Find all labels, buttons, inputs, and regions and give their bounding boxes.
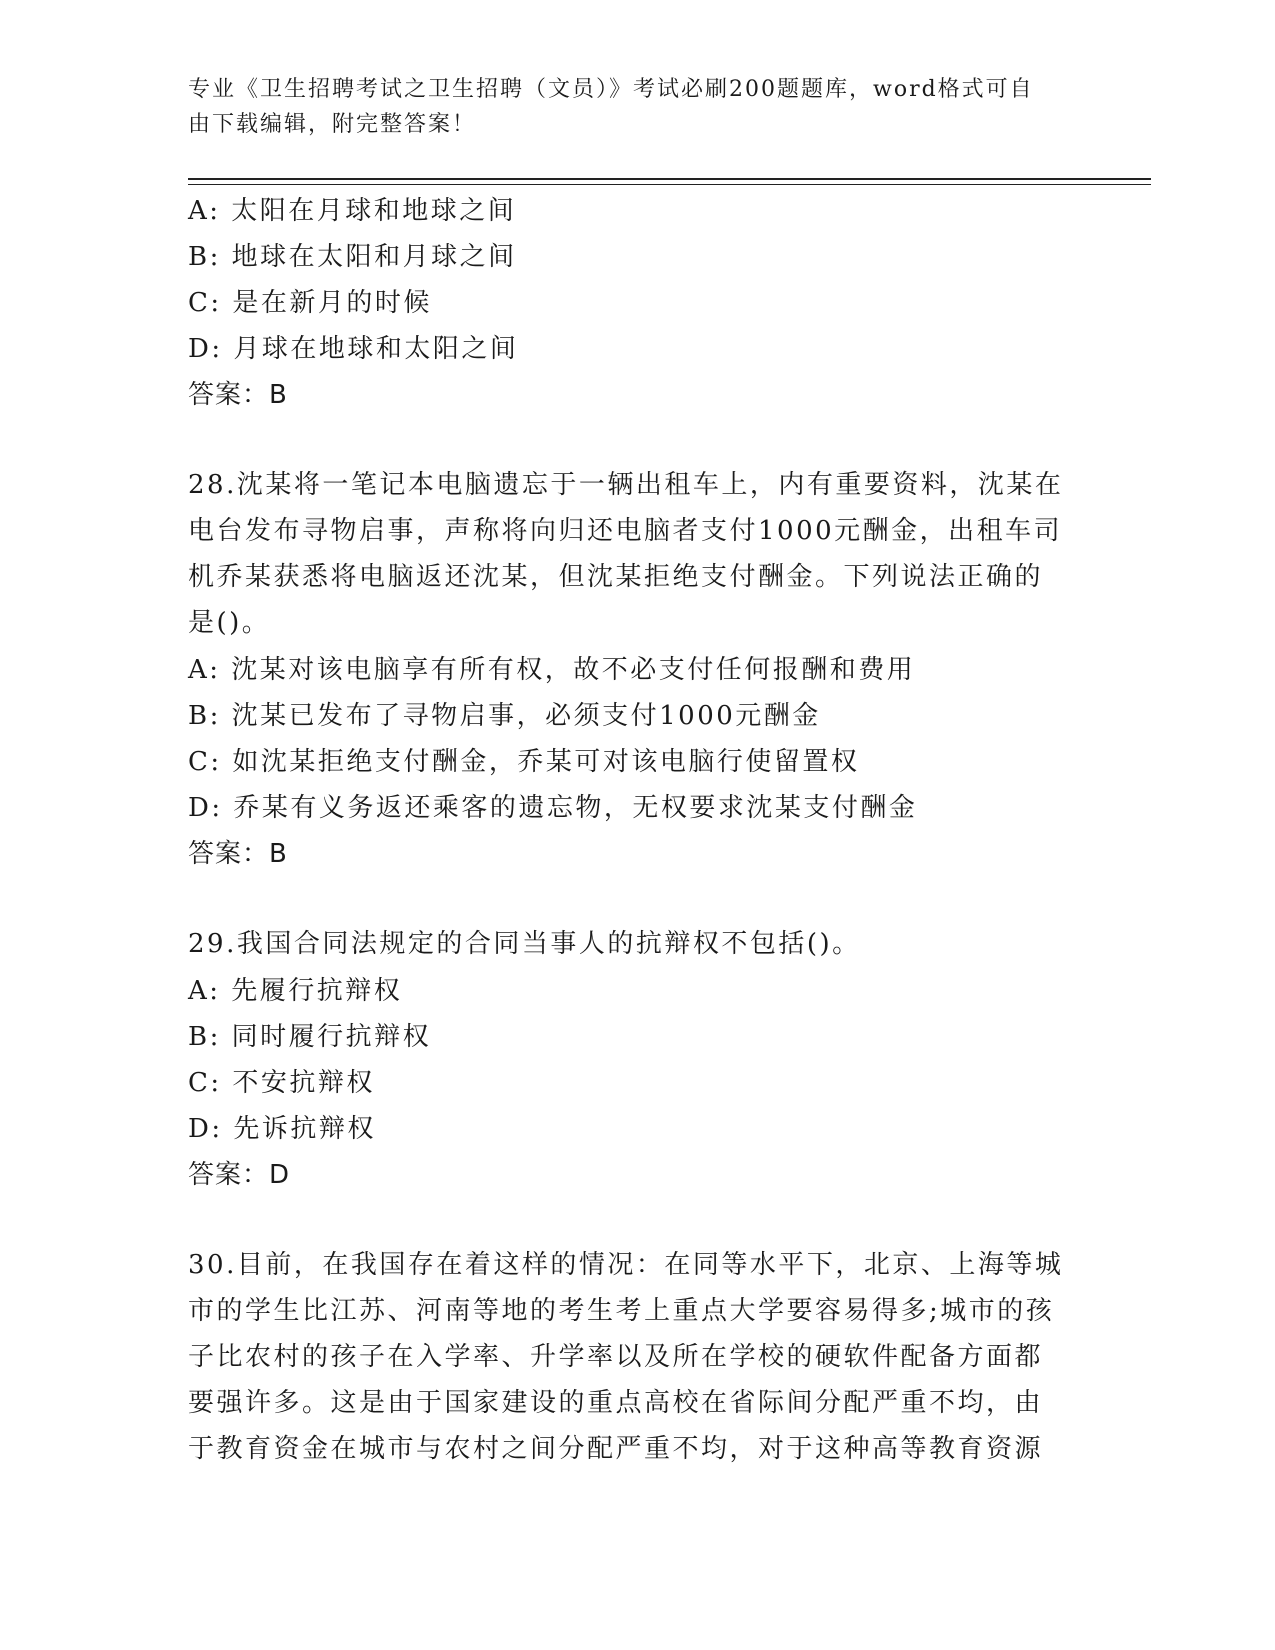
question-stem-line: 要强许多。这是由于国家建设的重点高校在省际间分配严重不均，由	[188, 1388, 1044, 1418]
question-30	[188, 1243, 1088, 1473]
option-b: B: 地球在太阳和月球之间	[188, 242, 517, 272]
header-line-1: 专业《卫生招聘考试之卫生招聘（文员）》考试必刷200题题库，word格式可自	[188, 77, 1034, 102]
question-stem-line: 30.目前，在我国存在着这样的情况：在同等水平下，北京、上海等城	[188, 1250, 1064, 1280]
option-d: D: 先诉抗辩权	[188, 1114, 376, 1144]
option-a: A: 先履行抗辩权	[188, 976, 403, 1006]
option-c: C: 不安抗辩权	[188, 1068, 375, 1098]
option-a: A: 太阳在月球和地球之间	[188, 196, 517, 226]
option-b: B: 沈某已发布了寻物启事，必须支付1000元酬金	[188, 701, 821, 731]
question-stem-line: 是()。	[188, 608, 271, 638]
option-d: D: 月球在地球和太阳之间	[188, 334, 519, 364]
header-line-2: 由下载编辑，附完整答案！	[188, 112, 477, 137]
answer-line: 答案：B	[188, 380, 288, 410]
question-stem-line: 机乔某获悉将电脑返还沈某，但沈某拒绝支付酬金。下列说法正确的	[188, 562, 1044, 592]
option-b: B: 同时履行抗辩权	[188, 1022, 432, 1052]
option-c: C: 如沈某拒绝支付酬金，乔某可对该电脑行使留置权	[188, 747, 860, 777]
option-c: C: 是在新月的时候	[188, 288, 432, 318]
answer-line: 答案：D	[188, 1160, 291, 1190]
question-stem-line: 29.我国合同法规定的合同当事人的抗辩权不包括()。	[188, 929, 861, 959]
question-stem-line: 于教育资金在城市与农村之间分配严重不均，对于这种高等教育资源	[188, 1434, 1044, 1464]
question-stem-line: 电台发布寻物启事，声称将向归还电脑者支付1000元酬金，出租车司	[188, 516, 1063, 546]
document-header	[188, 72, 1088, 142]
question-28	[188, 463, 1088, 877]
answer-line: 答案：B	[188, 839, 288, 869]
question-stem-line: 市的学生比江苏、河南等地的考生考上重点大学要容易得多;城市的孩	[188, 1296, 1055, 1326]
header-divider-thick	[188, 178, 1151, 180]
question-stem-line: 28.沈某将一笔记本电脑遗忘于一辆出租车上，内有重要资料，沈某在	[188, 470, 1064, 500]
option-d: D: 乔某有义务返还乘客的遗忘物，无权要求沈某支付酬金	[188, 793, 918, 823]
question-stem-line: 子比农村的孩子在入学率、升学率以及所在学校的硬软件配备方面都	[188, 1342, 1044, 1372]
previous-question-block	[188, 188, 1088, 418]
document-body	[188, 188, 1088, 1473]
header-divider-thin	[188, 184, 1151, 185]
option-a: A: 沈某对该电脑享有所有权，故不必支付任何报酬和费用	[188, 655, 916, 685]
question-29	[188, 922, 1088, 1198]
